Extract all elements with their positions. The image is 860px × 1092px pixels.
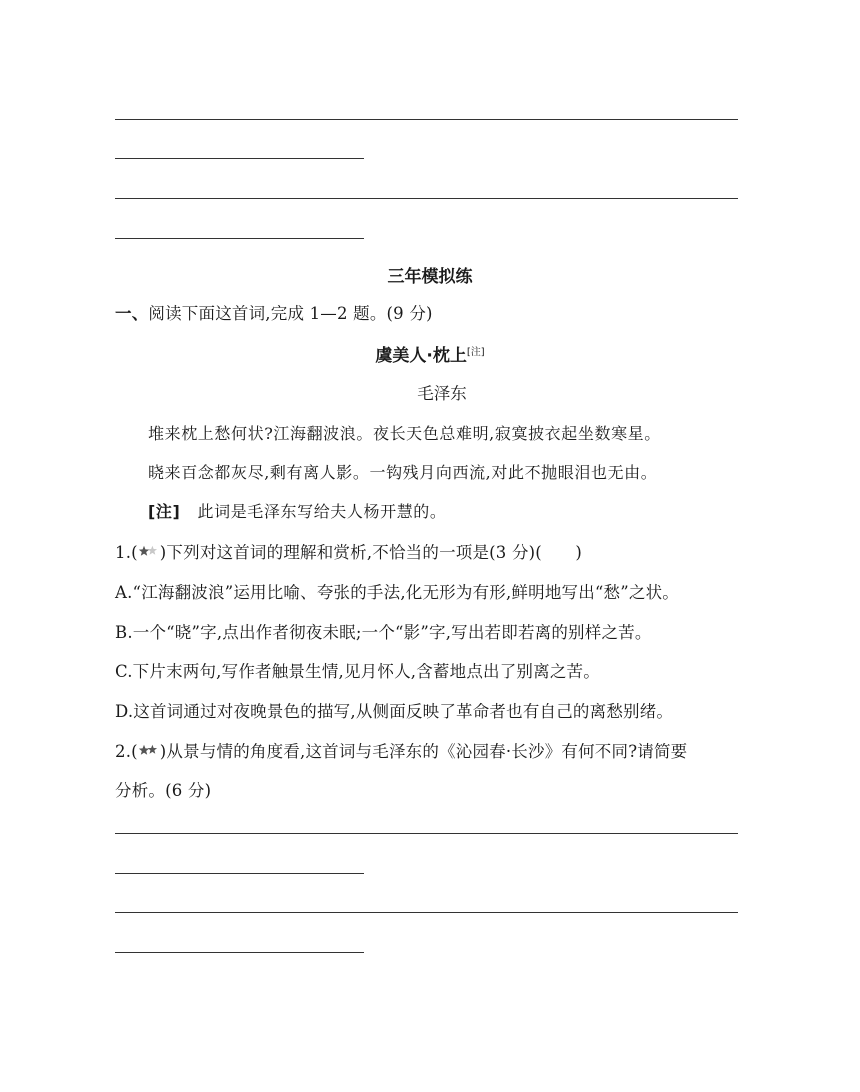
part-number: 一、 bbox=[115, 304, 149, 323]
q1-option-a: A.“江海翻波浪”运用比喻、夸张的手法,化无形为有形,鲜明地写出“愁”之状。 bbox=[115, 583, 679, 602]
q1-option-c: C.下片末两句,写作者触景生情,见月怀人,含蓄地点出了别离之苦。 bbox=[115, 662, 600, 681]
poem-title-line bbox=[0, 341, 860, 366]
difficulty-stars-icon bbox=[138, 542, 160, 561]
part-instruction-text: 阅读下面这首词,完成 1—2 题。(9 分) bbox=[148, 304, 433, 323]
note-text: 此词是毛泽东写给夫人杨开慧的。 bbox=[197, 502, 447, 521]
question-1 bbox=[115, 539, 582, 563]
part-instruction bbox=[115, 300, 433, 324]
note-label: [注] bbox=[148, 502, 181, 521]
star-empty-icon bbox=[148, 546, 157, 555]
q1-text: )下列对这首词的理解和赏析,不恰当的一项是(3 分)( ) bbox=[159, 543, 582, 562]
answer-line bbox=[115, 158, 364, 159]
poem-author: 毛泽东 bbox=[417, 384, 467, 403]
poem-line-1: 堆来枕上愁何状?江海翻波浪。夜长天色总难明,寂寞披衣起坐数寒星。 bbox=[148, 424, 661, 443]
q2-prefix: 2.( bbox=[115, 742, 138, 761]
star-filled-icon bbox=[139, 546, 149, 556]
question-2 bbox=[115, 738, 687, 762]
q1-option-b: B.一个“晓”字,点出作者彻夜未眠;一个“影”字,写出若即若离的别样之苦。 bbox=[115, 623, 652, 642]
q1-option-d: D.这首词通过对夜晚景色的描写,从侧面反映了革命者也有自己的离愁别绪。 bbox=[115, 702, 674, 721]
q2-text: )从景与情的角度看,这首词与毛泽东的《沁园春·长沙》有何不同?请简要 bbox=[159, 742, 688, 761]
star-filled-icon bbox=[148, 745, 157, 754]
answer-line bbox=[115, 119, 738, 120]
q1-prefix: 1.( bbox=[115, 543, 138, 562]
answer-line bbox=[115, 952, 364, 953]
answer-line bbox=[115, 198, 738, 199]
star-filled-icon bbox=[139, 745, 149, 755]
answer-line bbox=[115, 873, 364, 874]
section-title: 三年模拟练 bbox=[387, 267, 473, 287]
poem-line-2: 晓来百念都灰尽,剩有离人影。一钩残月向西流,对此不抛眼泪也无由。 bbox=[148, 463, 658, 482]
answer-line bbox=[115, 238, 364, 239]
answer-line bbox=[115, 912, 738, 913]
poem-title: 虞美人·枕上 bbox=[375, 346, 467, 366]
note-mark: [注] bbox=[466, 347, 485, 358]
difficulty-stars-icon bbox=[138, 741, 160, 760]
answer-line bbox=[115, 833, 738, 834]
poem-note bbox=[148, 499, 447, 522]
question-2-cont: 分析。(6 分) bbox=[115, 781, 212, 800]
